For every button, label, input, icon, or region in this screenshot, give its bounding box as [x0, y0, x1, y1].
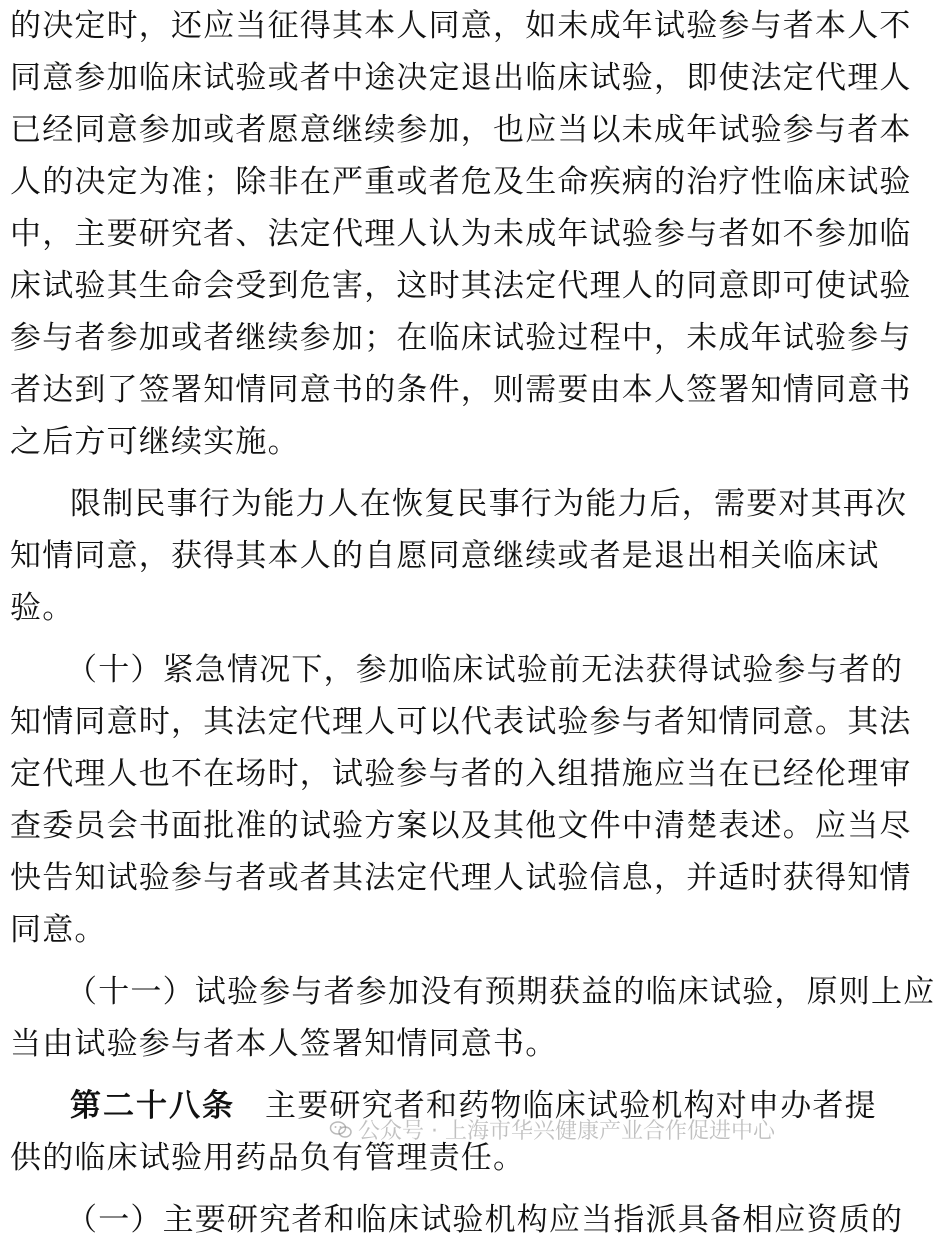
- paragraph-1: [10, 0, 912, 468]
- text-line: 参与者参加或者继续参加；在临床试验过程中，未成年试验参与: [10, 320, 912, 356]
- text-line: 中，主要研究者、法定代理人认为未成年试验参与者如不参加临: [10, 216, 912, 252]
- text-line: 的决定时，还应当征得其本人同意，如未成年试验参与者本人不: [10, 8, 912, 44]
- text-line: （十一）试验参与者参加没有预期获益的临床试验，原则上应: [66, 974, 935, 1010]
- text-line: 限制民事行为能力人在恢复民事行为能力后，需要对其再次: [70, 486, 908, 522]
- text-line: 床试验其生命会受到危害，这时其法定代理人的同意即可使试验: [10, 268, 912, 304]
- paragraph-3: [10, 644, 912, 956]
- watermark-text: 公众号 · 上海市华兴健康产业合作促进中心: [358, 1119, 775, 1144]
- text-line: 供的临床试验用药品负有管理责任。: [10, 1140, 526, 1176]
- watermark: [330, 1114, 775, 1145]
- text-line: 快告知试验参与者或者其法定代理人试验信息，并适时获得知情: [10, 860, 912, 896]
- text-line: 已经同意参加或者愿意继续参加，也应当以未成年试验参与者本: [10, 112, 912, 148]
- text-line: 知情同意时，其法定代理人可以代表试验参与者知情同意。其法: [10, 704, 912, 740]
- text-line: 同意参加临床试验或者中途决定退出临床试验，即使法定代理人: [10, 60, 912, 96]
- text-line: 者达到了签署知情同意书的条件，则需要由本人签署知情同意书: [10, 372, 912, 408]
- text-line: （一）主要研究者和临床试验机构应当指派具备相应资质的: [66, 1202, 904, 1238]
- text-line: 定代理人也不在场时，试验参与者的入组措施应当在已经伦理审: [10, 756, 912, 792]
- article-number: 第二十八条: [70, 1088, 235, 1124]
- text-line: 知情同意，获得其本人的自愿同意继续或者是退出相关临床试: [10, 538, 880, 574]
- paragraph-6: [10, 1194, 904, 1246]
- text-line: 当由试验参与者本人签署知情同意书。: [10, 1026, 558, 1062]
- text-line: （十）紧急情况下，参加临床试验前无法获得试验参与者的: [66, 652, 904, 688]
- paragraph-4: [10, 966, 935, 1070]
- text-line: 同意。: [10, 912, 107, 948]
- wechat-icon: [330, 1121, 352, 1139]
- text-line: 人的决定为准；除非在严重或者危及生命疾病的治疗性临床试验: [10, 164, 912, 200]
- text-line: 验。: [10, 590, 75, 626]
- text-line: 查委员会书面批准的试验方案以及其他文件中清楚表述。应当尽: [10, 808, 912, 844]
- article-text: 主要研究者和药物临床试验机构对申办者提: [265, 1088, 877, 1124]
- text-line: 之后方可继续实施。: [10, 424, 300, 460]
- paragraph-2: [10, 478, 908, 634]
- document-page: [10, 0, 935, 1246]
